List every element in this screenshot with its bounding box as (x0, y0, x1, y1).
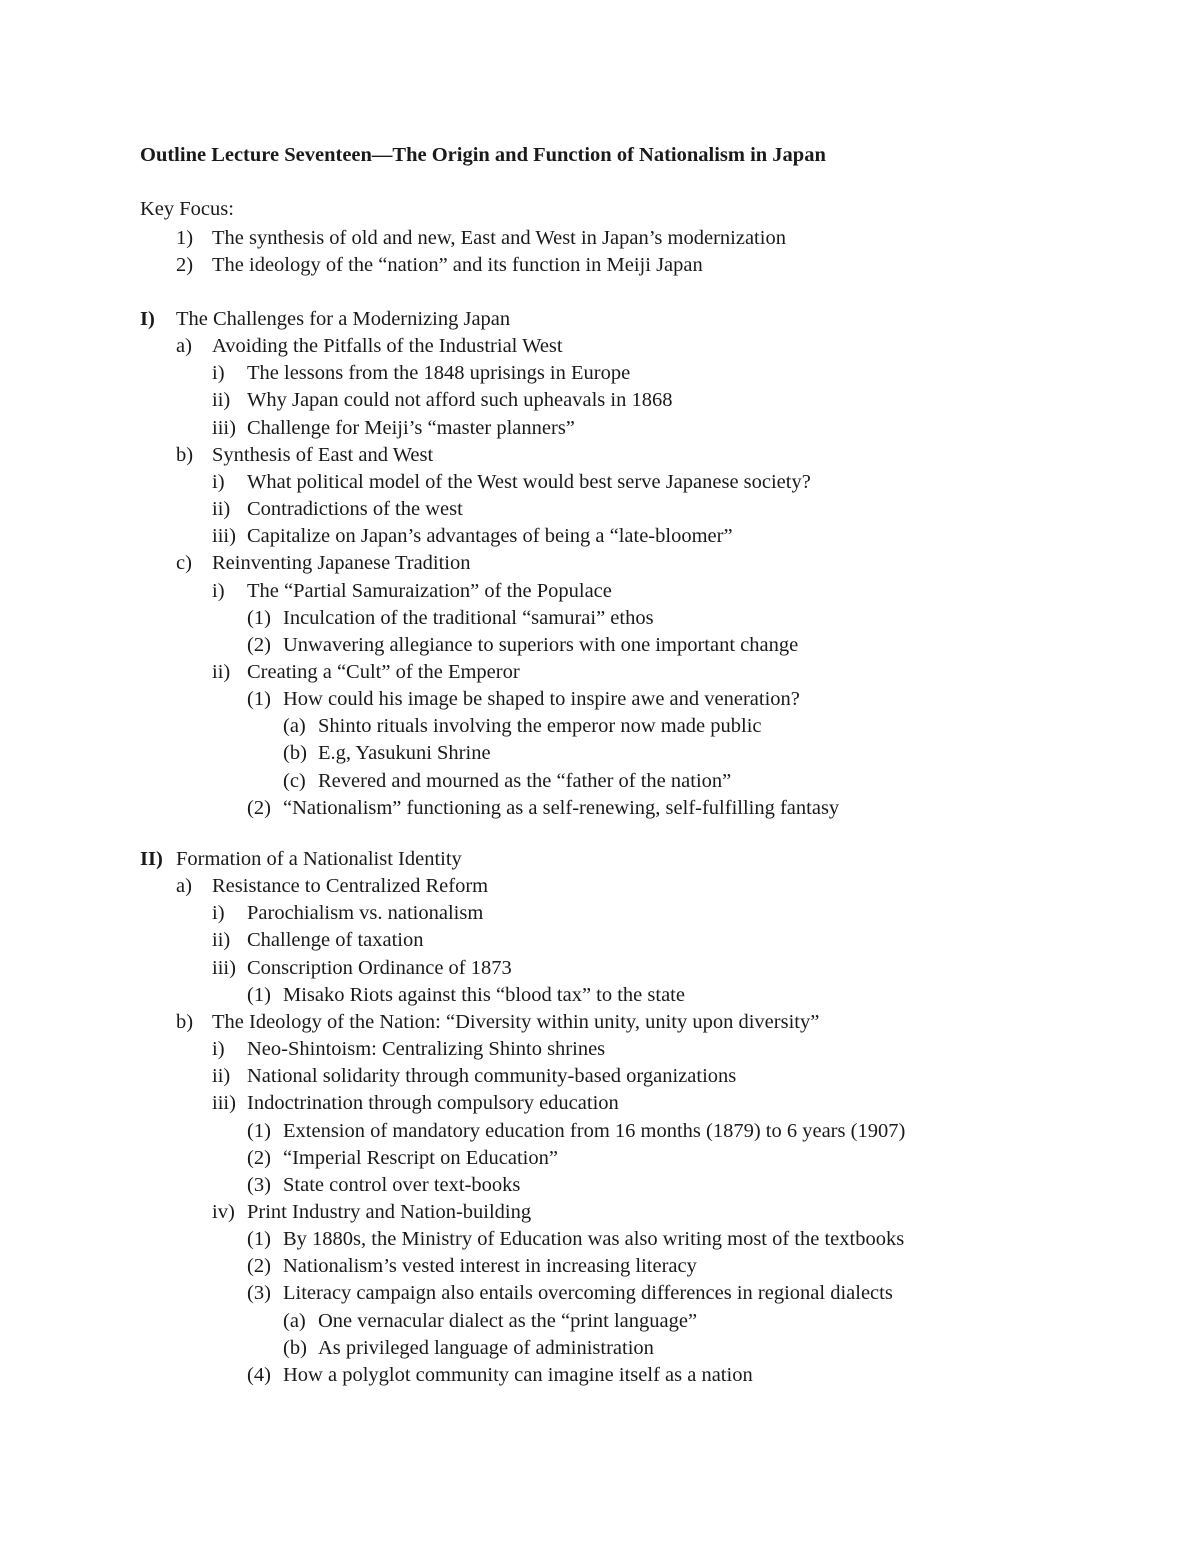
list-text: State control over text-books (283, 1173, 521, 1196)
list-marker: ii) (212, 1065, 231, 1088)
list-text: Indoctrination through compulsory education (247, 1092, 619, 1115)
list-text: National solidarity through community-based organizations (247, 1065, 737, 1088)
list-marker: (1) (247, 1228, 271, 1251)
list-text: Reinventing Japanese Tradition (212, 552, 471, 575)
list-text: Nationalism’s vested interest in increasing literacy (283, 1255, 697, 1278)
list-marker: c) (176, 552, 192, 575)
list-text: Synthesis of East and West (212, 443, 434, 466)
list-marker: (1) (247, 688, 271, 711)
list-marker: i) (212, 362, 225, 385)
list-marker: (b) (283, 1336, 307, 1359)
list-text: Extension of mandatory education from 16 months (1879) to 6 years (1907) (283, 1119, 906, 1142)
list-marker: iii) (212, 525, 236, 548)
list-marker: (a) (283, 715, 306, 738)
list-marker: ii) (212, 498, 231, 521)
list-text: The ideology of the “nation” and its function in Meiji Japan (212, 254, 703, 277)
list-marker: (1) (247, 1119, 271, 1142)
list-marker: (3) (247, 1282, 271, 1305)
list-marker: (1) (247, 606, 271, 629)
list-text: Why Japan could not afford such upheavals in 1868 (247, 389, 673, 412)
list-text: The synthesis of old and new, East and West in Japan’s modernization (212, 227, 786, 249)
list-marker: (2) (247, 1255, 271, 1278)
list-text: The Challenges for a Modernizing Japan (176, 308, 511, 330)
list-text: Unwavering allegiance to superiors with one important change (283, 633, 799, 656)
list-marker: b) (176, 1010, 194, 1033)
list-text: Revered and mourned as the “father of the nation” (318, 769, 732, 792)
list-marker: (2) (247, 796, 271, 819)
list-text: Parochialism vs. nationalism (247, 902, 484, 925)
list-text: E.g, Yasukuni Shrine (318, 742, 491, 765)
list-text: What political model of the West would best serve Japanese society? (247, 470, 811, 493)
list-marker: (2) (247, 1146, 271, 1169)
list-marker: i) (212, 579, 225, 602)
list-marker: (2) (247, 633, 271, 656)
list-text: “Imperial Rescript on Education” (283, 1146, 558, 1169)
list-marker: II) (140, 848, 163, 870)
list-text: Neo-Shintoism: Centralizing Shinto shrines (247, 1038, 606, 1061)
list-text: As privileged language of administration (318, 1336, 654, 1359)
list-text: Creating a “Cult” of the Emperor (247, 660, 520, 683)
list-marker: I) (140, 308, 155, 330)
list-text: The lessons from the 1848 uprisings in Europe (247, 362, 631, 385)
document-title: Outline Lecture Seventeen—The Origin and Function of Nationalism in Japan (140, 144, 826, 166)
list-text: Formation of a Nationalist Identity (176, 848, 462, 870)
list-text: The “Partial Samuraization” of the Populace (247, 579, 612, 602)
list-marker: ii) (212, 929, 231, 952)
list-marker: 1) (176, 227, 194, 249)
list-text: Contradictions of the west (247, 498, 463, 521)
list-marker: i) (212, 470, 225, 493)
list-text: Inculcation of the traditional “samurai” ethos (283, 606, 654, 629)
list-text: Capitalize on Japan’s advantages of being a “late-bloomer” (247, 525, 733, 548)
list-marker: ii) (212, 389, 231, 412)
list-text: How could his image be shaped to inspire awe and veneration? (283, 688, 800, 711)
list-marker: i) (212, 1038, 225, 1061)
list-text: Resistance to Centralized Reform (212, 875, 489, 898)
list-text: Challenge of taxation (247, 929, 424, 952)
list-marker: (a) (283, 1309, 306, 1332)
list-text: “Nationalism” functioning as a self-renewing, self-fulfilling fantasy (283, 796, 840, 819)
list-marker: 2) (176, 254, 194, 277)
list-marker: iii) (212, 956, 236, 979)
list-marker: iii) (212, 1092, 236, 1115)
list-marker: iii) (212, 416, 236, 439)
list-text: One vernacular dialect as the “print language” (318, 1309, 698, 1332)
list-marker: (b) (283, 742, 307, 765)
key-focus-label: Key Focus: (140, 198, 234, 220)
list-marker: (1) (247, 983, 271, 1006)
list-text: By 1880s, the Ministry of Education was also writing most of the textbooks (283, 1228, 905, 1251)
list-text: How a polyglot community can imagine itself as a nation (283, 1363, 753, 1386)
list-text: Avoiding the Pitfalls of the Industrial West (212, 335, 563, 358)
list-text: Misako Riots against this “blood tax” to the state (283, 983, 685, 1006)
list-marker: ii) (212, 660, 231, 683)
list-text: The Ideology of the Nation: “Diversity within unity, unity upon diversity” (212, 1010, 820, 1033)
list-marker: (4) (247, 1363, 271, 1386)
list-marker: (c) (283, 769, 306, 792)
list-text: Shinto rituals involving the emperor now made public (318, 715, 762, 738)
list-text: Literacy campaign also entails overcoming differences in regional dialects (283, 1282, 893, 1305)
list-marker: a) (176, 335, 192, 358)
list-marker: (3) (247, 1173, 271, 1196)
list-marker: i) (212, 902, 225, 925)
list-marker: b) (176, 443, 194, 466)
list-text: Print Industry and Nation-building (247, 1200, 532, 1223)
list-marker: iv) (212, 1200, 235, 1223)
list-marker: a) (176, 875, 192, 898)
list-text: Conscription Ordinance of 1873 (247, 956, 512, 979)
list-text: Challenge for Meiji’s “master planners” (247, 416, 575, 439)
